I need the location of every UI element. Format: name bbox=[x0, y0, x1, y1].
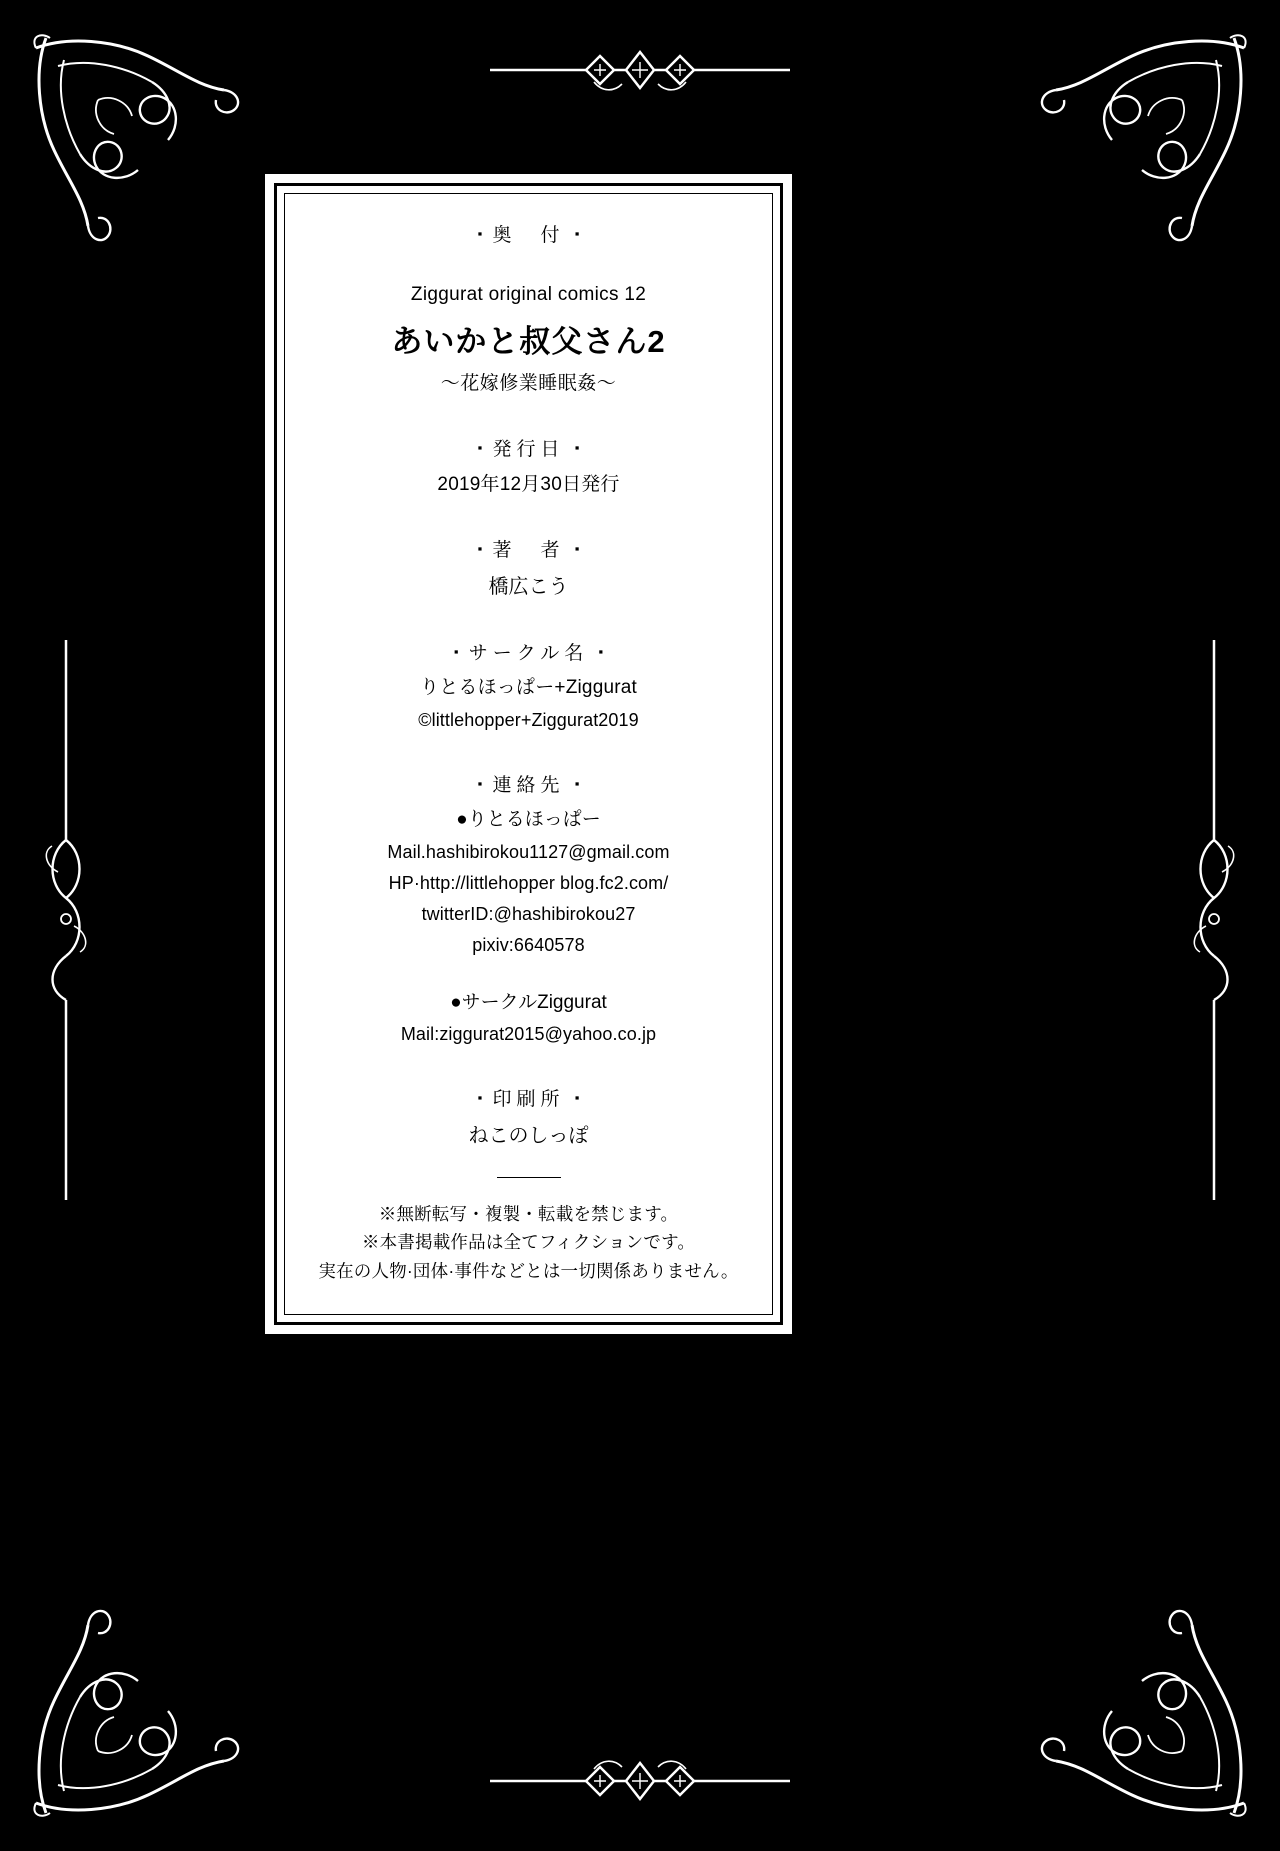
note-line-3: 実在の人物·団体·事件などとは一切関係ありません。 bbox=[318, 1261, 739, 1282]
bullet-icon: ▪ bbox=[477, 1090, 483, 1105]
section-label-row bbox=[311, 537, 746, 566]
section-label: 連絡先 bbox=[492, 774, 565, 796]
section-label-row bbox=[311, 640, 746, 669]
corner-flourish-top-left bbox=[28, 30, 258, 260]
ornament-top-center bbox=[490, 48, 790, 108]
bullet-icon: ▪ bbox=[477, 775, 483, 791]
bullet-icon: ▪ bbox=[477, 226, 483, 241]
section-publish-date bbox=[311, 436, 746, 499]
colophon-heading bbox=[311, 222, 746, 251]
section-author bbox=[311, 537, 746, 602]
series-label: Ziggurat original comics 12 bbox=[410, 283, 647, 305]
copyright-line: ©littlehopper+Ziggurat2019 bbox=[418, 709, 639, 730]
contact-name-ziggurat: ●サークルZiggurat bbox=[450, 991, 607, 1013]
bullet-icon: ▪ bbox=[477, 440, 483, 455]
author-name: 橋広こう bbox=[488, 575, 569, 598]
page-title: あいかと叔父さん2 bbox=[391, 324, 666, 359]
ornament-right-side bbox=[1186, 640, 1242, 1200]
bullet-icon: ▪ bbox=[598, 643, 604, 659]
section-label-row bbox=[311, 1086, 746, 1115]
corner-flourish-bottom-left bbox=[28, 1591, 258, 1821]
bullet-icon: ▪ bbox=[574, 541, 580, 556]
section-label: 発行日 bbox=[492, 439, 565, 460]
section-contact bbox=[311, 772, 746, 1049]
printer-name: ねこのしっぽ bbox=[468, 1124, 589, 1147]
section-label: サークル名 bbox=[468, 642, 589, 664]
section-label: 著 者 bbox=[492, 540, 565, 561]
bullet-icon: ▪ bbox=[477, 541, 483, 556]
divider bbox=[497, 1177, 561, 1178]
section-label-row bbox=[311, 772, 746, 801]
section-printer bbox=[311, 1086, 746, 1151]
colophon-heading-label: 奥 付 bbox=[492, 225, 565, 246]
publish-date-value: 2019年12月30日発行 bbox=[437, 473, 620, 495]
section-label: 印刷所 bbox=[492, 1089, 565, 1110]
contact-homepage-littlehopper[interactable]: HP·http://littlehopper blog.fc2.com/ bbox=[388, 872, 669, 893]
bullet-icon: ▪ bbox=[574, 1090, 580, 1105]
note-line-1: ※無断転写・複製・転載を禁じます。 bbox=[378, 1203, 679, 1224]
circle-name-value: りとるほっぱー+Ziggurat bbox=[420, 677, 637, 698]
section-circle-name bbox=[311, 640, 746, 734]
corner-flourish-bottom-right bbox=[1022, 1591, 1252, 1821]
contact-mail-ziggurat[interactable]: Mail:ziggurat2015@yahoo.co.jp bbox=[400, 1024, 657, 1044]
contact-mail-littlehopper[interactable]: Mail.hashibirokou1127@gmail.com bbox=[387, 841, 670, 862]
colophon-card bbox=[265, 174, 792, 1334]
contact-name-littlehopper: ●りとるほっぱー bbox=[456, 809, 601, 830]
ornament-left-side bbox=[38, 640, 94, 1200]
note-line-2: ※本書掲載作品は全てフィクションです。 bbox=[361, 1232, 696, 1253]
legal-notes bbox=[311, 1200, 746, 1287]
bullet-icon: ▪ bbox=[574, 775, 580, 791]
colophon-content bbox=[284, 193, 773, 1315]
contact-twitter-littlehopper[interactable]: twitterID:@hashibirokou27 bbox=[421, 903, 636, 924]
page-subtitle: 〜花嫁修業睡眠姦〜 bbox=[440, 372, 617, 394]
corner-flourish-top-right bbox=[1022, 30, 1252, 260]
section-label-row bbox=[311, 436, 746, 465]
colophon-outer-border bbox=[274, 183, 783, 1325]
bullet-icon: ▪ bbox=[453, 643, 459, 659]
bullet-icon: ▪ bbox=[574, 226, 580, 241]
ornament-bottom-center bbox=[490, 1743, 790, 1803]
contact-pixiv-littlehopper[interactable]: pixiv:6640578 bbox=[472, 934, 585, 955]
bullet-icon: ▪ bbox=[574, 440, 580, 455]
